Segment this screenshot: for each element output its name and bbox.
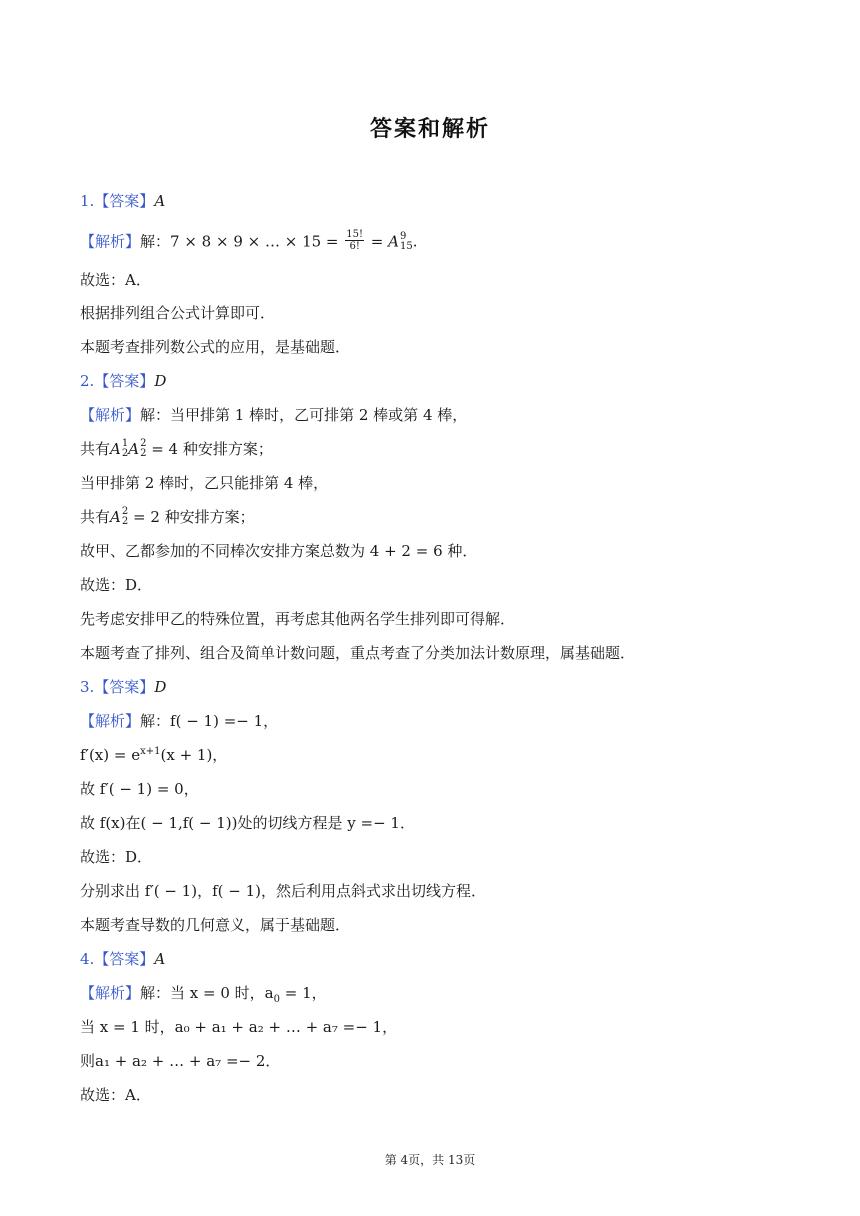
q2-line3: 当甲排第 2 棒时，乙只能排第 4 棒，: [80, 474, 329, 492]
q3-method: 分别求出 f′( − 1)，f( − 1)，然后利用点斜式求出切线方程．: [80, 882, 486, 900]
answer-label: 1.【答案】: [80, 192, 155, 210]
q4-choice: 故选：A．: [80, 1086, 151, 1104]
q3-line3: 故 f′( − 1) = 0，: [80, 780, 199, 798]
answer-label: 4.【答案】: [80, 950, 155, 968]
q2-answer-line: [80, 371, 166, 391]
q4-line2: 当 x = 1 时，a₀ + a₁ + a₂ + … + a₇ =− 1，: [80, 1018, 398, 1036]
q4-answer-line: [80, 949, 165, 969]
analysis-label: 【解析】: [80, 984, 141, 1002]
q1-answer-line: [80, 191, 165, 211]
page-footer: 第 4页，共 13页: [384, 1153, 476, 1167]
q3-answer-line: [80, 677, 166, 697]
q1-method: 根据排列组合公式计算即可．: [80, 304, 276, 322]
answer-value: D: [154, 372, 167, 390]
q4-line3: 则a₁ + a₂ + … + a₇ =− 2．: [80, 1052, 281, 1070]
answer-value: A: [154, 950, 166, 968]
fraction: $\frac{15!}{6!}$: [346, 229, 364, 252]
q2-line5: 故甲、乙都参加的不同棒次安排方案总数为 4 + 2 = 6 种．: [80, 542, 478, 560]
page-title: 答案和解析: [369, 117, 490, 142]
q2-line2: 共有A 1 2 A 2 2 = 4 种安排方案；: [80, 438, 273, 459]
q3-line4: 故 f(x)在( − 1,f( − 1))处的切线方程是 y =− 1．: [80, 814, 415, 832]
q1-comment: 本题考查排列数公式的应用，是基础题．: [80, 338, 351, 356]
analysis-label: 【解析】: [80, 406, 141, 424]
q2-method: 先考虑安排甲乙的特殊位置，再考虑其他两名学生排列即可得解．: [80, 610, 516, 628]
answer-label: 2.【答案】: [80, 372, 155, 390]
q2-line4: 共有A 2 2 = 2 种安排方案；: [80, 506, 255, 527]
q3-line2: $f'(x) = e^{x+1}(x + 1)$，: [80, 746, 228, 764]
q3-analysis-line1: 【解析】解：f( − 1) =− 1，: [80, 712, 279, 730]
q3-comment: 本题考查导数的几何意义，属于基础题．: [80, 916, 351, 934]
answer-value: D: [154, 678, 167, 696]
q1-analysis-line: 【解析】解：7 × 8 × 9 × … × 15 = $\frac{15!}{6!}$ = A 9 15 .: [80, 229, 418, 252]
q1-choice: 故选：A．: [80, 271, 151, 289]
q3-choice: 故选：D．: [80, 848, 153, 866]
q2-comment: 本题考查了排列、组合及简单计数问题，重点考查了分类加法计数原理，属基础题．: [80, 644, 636, 662]
q4-analysis-line1: 【解析】解：当 x = 0 时，$a_0 = 1$，: [80, 984, 327, 1005]
answer-label: 3.【答案】: [80, 678, 155, 696]
q2-choice: 故选：D．: [80, 576, 153, 594]
analysis-label: 【解析】: [80, 232, 141, 251]
answer-value: A: [154, 192, 166, 210]
analysis-label: 【解析】: [80, 712, 141, 730]
q2-analysis-line1: 【解析】解：当甲排第 1 棒时，乙可排第 2 棒或第 4 棒，: [80, 406, 468, 424]
